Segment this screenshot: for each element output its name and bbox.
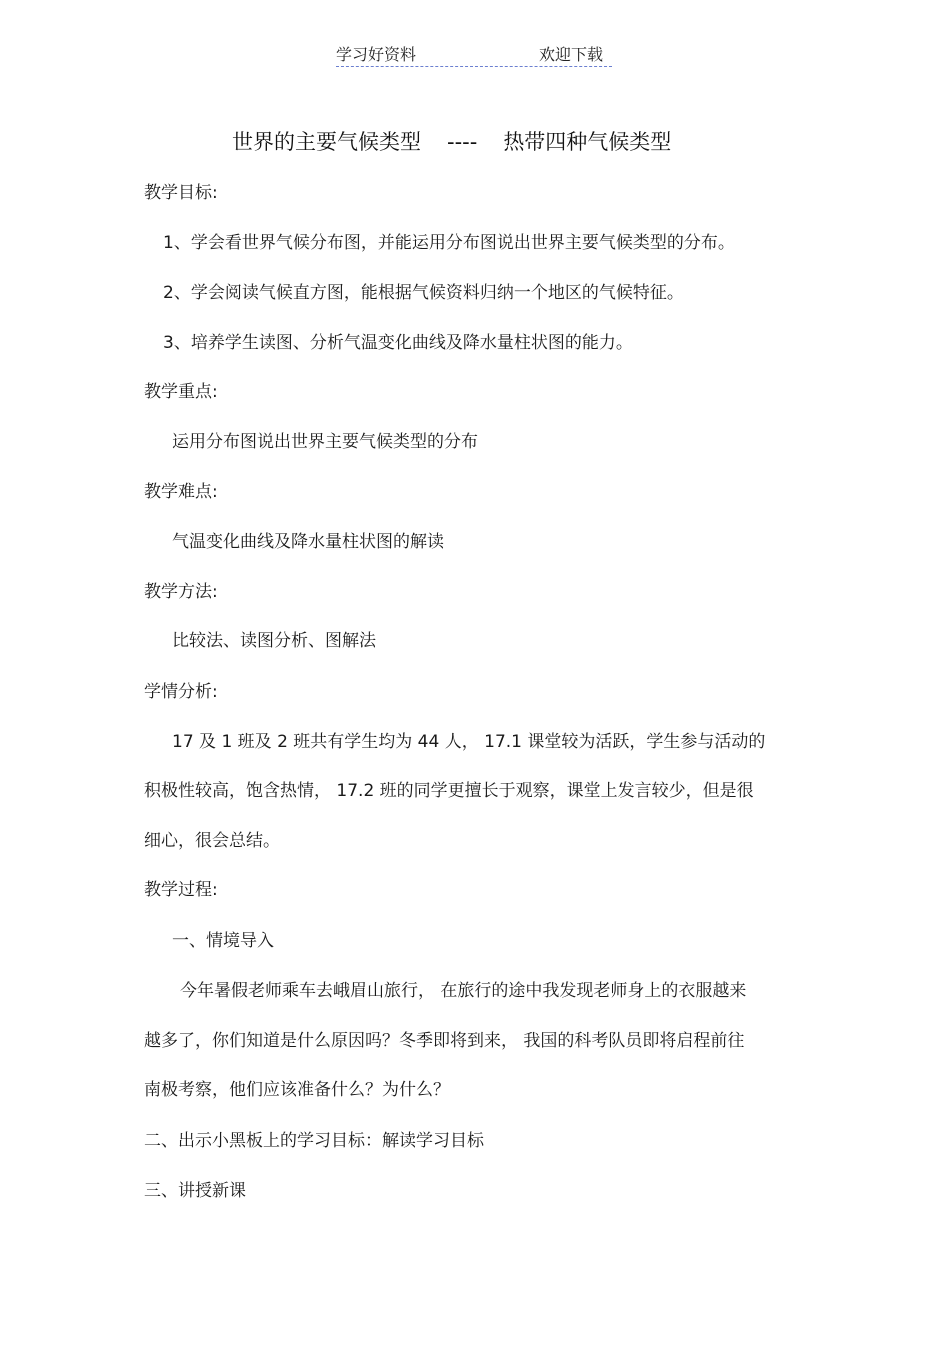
objective-item-2: 2、学会阅读气候直方图，能根据气候资料归纳一个地区的气候特征。 <box>163 283 684 303</box>
analysis-line-3: 细心，很会总结。 <box>144 831 280 851</box>
objectives-heading: 教学目标: <box>144 183 218 203</box>
section1-title: 一、情境导入 <box>172 931 274 951</box>
difficulty-text: 气温变化曲线及降水量柱状图的解读 <box>172 532 444 552</box>
key-point-text: 运用分布图说出世界主要气候类型的分布 <box>172 432 478 452</box>
objective-item-1: 1、学会看世界气候分布图，并能运用分布图说出世界主要气候类型的分布。 <box>163 233 735 253</box>
process-heading: 教学过程: <box>144 880 218 900</box>
title-sub: 热带四种气候类型 <box>503 130 672 154</box>
section2-title: 二、出示小黑板上的学习目标：解读学习目标 <box>144 1131 484 1151</box>
header-right-text: 欢迎下载 <box>539 45 604 64</box>
section3-title: 三、讲授新课 <box>144 1181 246 1201</box>
analysis-line-1: 17 及 1 班及 2 班共有学生均为 44 人， 17.1 课堂较为活跃，学生参与活动的 <box>172 732 766 752</box>
section1-line-2: 越多了，你们知道是什么原因吗？冬季即将到来， 我国的科考队员即将启程前往 <box>144 1031 745 1051</box>
title-separator: ---- <box>447 130 478 154</box>
section1-line-3: 南极考察，他们应该准备什么？为什么？ <box>144 1080 450 1100</box>
page-header <box>336 42 612 67</box>
difficulty-heading: 教学难点: <box>144 482 218 502</box>
title-main: 世界的主要气候类型 <box>232 130 421 154</box>
method-heading: 教学方法: <box>144 582 218 602</box>
document-title <box>232 126 671 156</box>
key-point-heading: 教学重点: <box>144 382 218 402</box>
objective-item-3: 3、培养学生读图、分析气温变化曲线及降水量柱状图的能力。 <box>163 333 633 353</box>
analysis-line-2: 积极性较高，饱含热情， 17.2 班的同学更擅长于观察，课堂上发言较少，但是很 <box>144 781 754 801</box>
method-text: 比较法、读图分析、图解法 <box>172 631 376 651</box>
header-left-text: 学习好资料 <box>336 45 417 64</box>
section1-line-1: 今年暑假老师乘车去峨眉山旅行， 在旅行的途中我发现老师身上的衣服越来 <box>180 981 747 1001</box>
analysis-heading: 学情分析: <box>144 682 218 702</box>
